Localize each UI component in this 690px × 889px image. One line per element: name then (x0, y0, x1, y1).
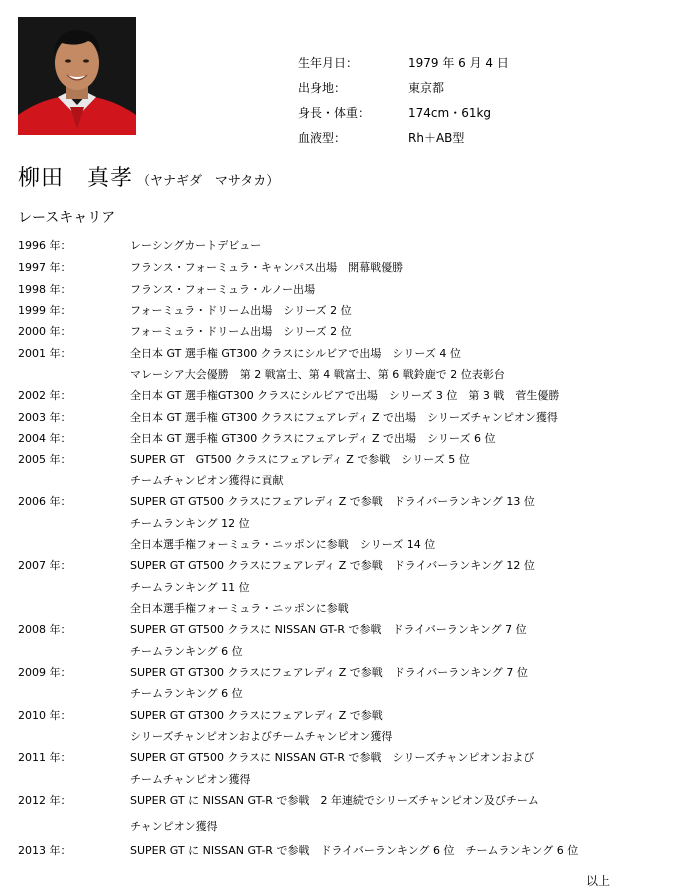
career-year: 2010 年： (18, 709, 72, 722)
birthplace-label: 出身地： (298, 81, 347, 95)
career-description: チャンピオン獲得 (130, 820, 218, 833)
birthplace-row (298, 81, 678, 106)
career-description: フォーミュラ・ドリーム出場 シリーズ 2 位 (130, 304, 352, 317)
career-year: 2007 年： (18, 559, 72, 572)
career-description: フランス・フォーミュラ・キャンパス出場 開幕戦優勝 (130, 261, 404, 274)
career-description: チームチャンピオン獲得 (130, 773, 251, 786)
career-year: 1998 年： (18, 283, 72, 296)
career-year: 2008 年： (18, 623, 72, 636)
career-year: 2012 年： (18, 794, 72, 807)
career-description: SUPER GT GT300 クラスにフェアレディ Z で参戦 ドライバーランキング 7 位 (130, 666, 528, 679)
birthdate-row (298, 56, 678, 81)
name-kana: （ヤナギダ マサタカ） (137, 174, 280, 189)
career-year: 2006 年： (18, 495, 72, 508)
height-weight-value: 174cm・61kg (408, 106, 492, 120)
career-description: SUPER GT GT500 クラスにフェアレディ Z で参戦 シリーズ 5 位 (130, 453, 470, 466)
career-description: フォーミュラ・ドリーム出場 シリーズ 2 位 (130, 325, 352, 338)
career-description: SUPER GT に NISSAN GT-R で参戦 ドライバーランキング 6 位 チームランキング 6 位 (130, 844, 579, 857)
blood-type-label: 血液型： (298, 131, 347, 145)
driver-photo (18, 17, 136, 135)
career-year: 2009 年： (18, 666, 72, 679)
career-year: 1997 年： (18, 261, 72, 274)
career-description: 全日本 GT 選手権 GT300 クラスにフェアレディ Z で出場 シリーズチャンピオン獲得 (130, 411, 558, 424)
birthdate-value: 1979 年 6 月 4 日 (408, 56, 509, 70)
career-year: 1999 年： (18, 304, 72, 317)
career-description: SUPER GT GT500 クラスにフェアレディ Z で参戦 ドライバーランキング 12 位 (130, 559, 535, 572)
section-title: レースキャリア (18, 210, 116, 226)
career-description: チームランキング 6 位 (130, 687, 243, 700)
career-description: SUPER GT GT300 クラスにフェアレディ Z で参戦 (130, 709, 383, 722)
height-weight-label: 身長・体重： (298, 106, 371, 120)
career-description: 全日本選手権フォーミュラ・ニッポンに参戦 (130, 602, 349, 615)
career-description: チームチャンピオン獲得に貢献 (130, 474, 284, 487)
career-description: チームランキング 11 位 (130, 581, 250, 594)
profile-block (298, 56, 678, 156)
career-year: 2013 年： (18, 844, 72, 857)
career-description: チームランキング 12 位 (130, 517, 250, 530)
career-year: 2011 年： (18, 751, 72, 764)
end-mark: 以上 (586, 874, 611, 888)
blood-type-value: Rh＋AB型 (408, 131, 465, 145)
career-description: フランス・フォーミュラ・ルノー出場 (130, 283, 316, 296)
career-description: 全日本 GT 選手権 GT300 クラスにシルビアで出場 シリーズ 4 位 (130, 347, 461, 360)
career-year: 2004 年： (18, 432, 72, 445)
career-year: 2003 年： (18, 411, 72, 424)
career-description: レーシングカートデビュー (130, 239, 262, 252)
career-year: 2005 年： (18, 453, 72, 466)
career-description: 全日本選手権フォーミュラ・ニッポンに参戦 シリーズ 14 位 (130, 538, 436, 551)
career-description: SUPER GT に NISSAN GT-R で参戦 2 年連続でシリーズチャンピオン及びチーム (130, 794, 539, 807)
career-description: チームランキング 6 位 (130, 645, 243, 658)
career-year: 2002 年： (18, 389, 72, 402)
blood-type-row (298, 131, 678, 156)
career-description: マレーシア大会優勝 第 2 戦富士、第 4 戦富士、第 6 戦鈴鹿で 2 位表彰台 (130, 368, 505, 381)
name-kanji: 柳田 真孝 (18, 166, 134, 191)
career-description: シリーズチャンピオンおよびチームチャンピオン獲得 (130, 730, 393, 743)
height-weight-row (298, 106, 678, 131)
birthdate-label: 生年月日： (298, 56, 359, 70)
career-description: 全日本 GT 選手権 GT300 クラスにフェアレディ Z で出場 シリーズ 6 位 (130, 432, 496, 445)
driver-name (18, 166, 279, 195)
career-description: 全日本 GT 選手権GT300 クラスにシルビアで出場 シリーズ 3 位 第 3 戦 菅生優勝 (130, 389, 560, 402)
career-description: SUPER GT GT500 クラスに NISSAN GT-R で参戦 ドライバーランキング 7 位 (130, 623, 527, 636)
career-year: 2001 年： (18, 347, 72, 360)
birthplace-value: 東京都 (408, 81, 445, 95)
career-description: SUPER GT GT500 クラスに NISSAN GT-R で参戦 シリーズチャンピオンおよび (130, 751, 535, 764)
career-description: SUPER GT GT500 クラスにフェアレディ Z で参戦 ドライバーランキング 13 位 (130, 495, 535, 508)
career-year: 1996 年： (18, 239, 72, 252)
career-year: 2000 年： (18, 325, 72, 338)
